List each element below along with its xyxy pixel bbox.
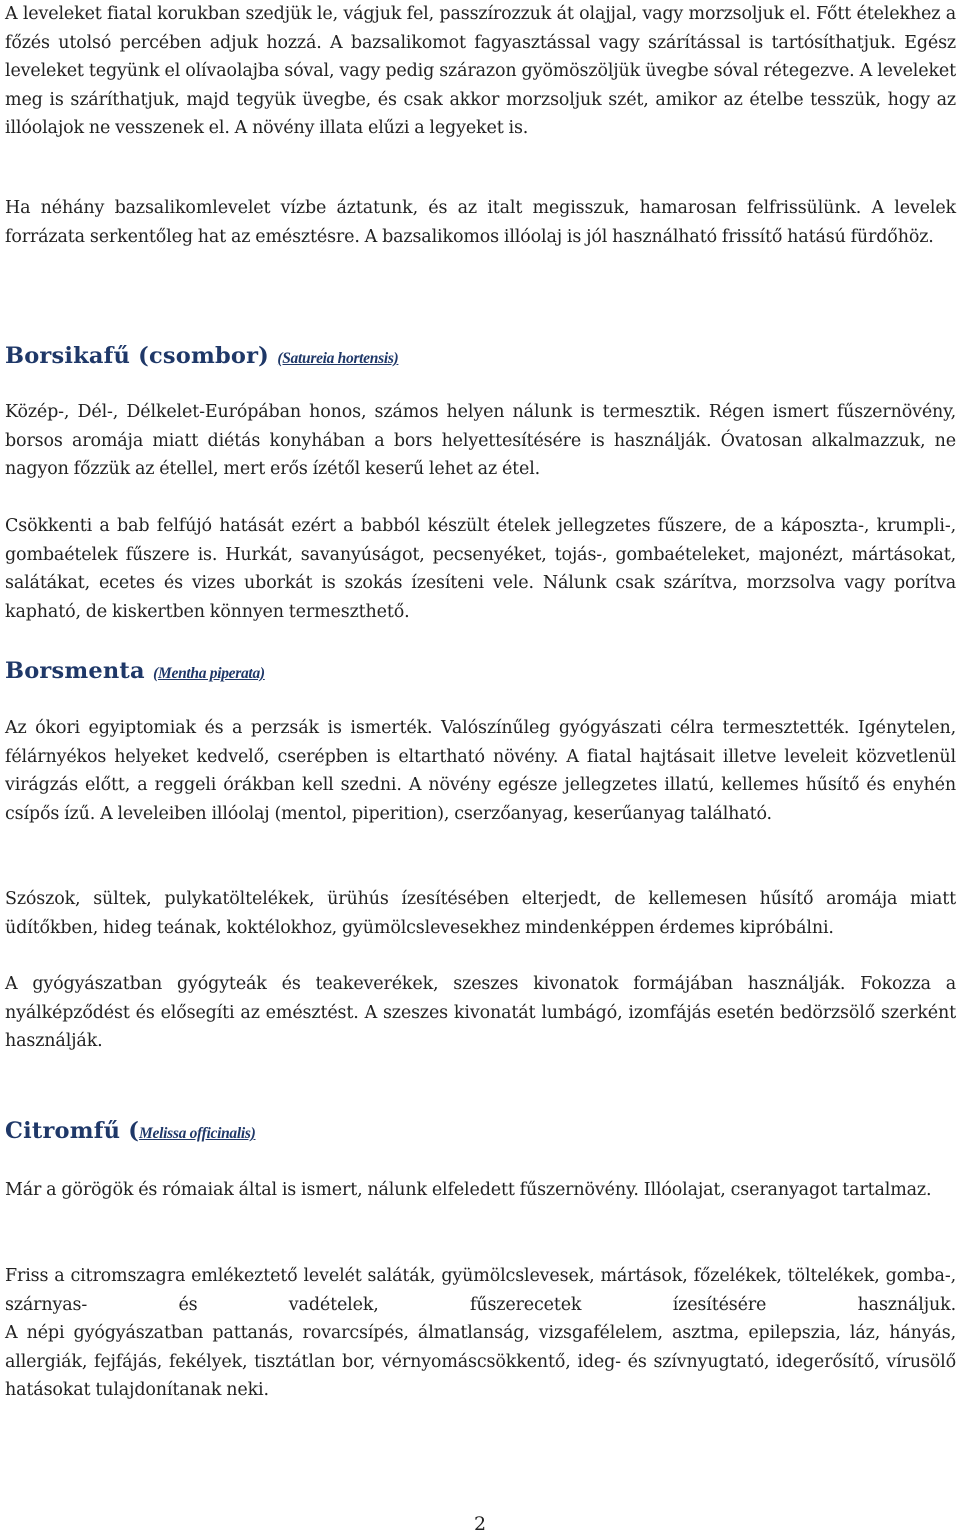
heading-borsmenta [5,654,956,690]
paragraph-basil-usage: A leveleket fiatal korukban szedjük le, vágjuk fel, passzírozzuk át olajjal, vagy morzsoljuk el. Főtt ételekhez a főzés utolsó percében adjuk hozzá. A bazsalikomot fagyasztással vagy szárítással is tartósíthatjuk. Egész leveleket tegyünk el olívaolajba sóval, vagy pedig szárazon gyömöszöljük üvegbe sóval rétegezve. A leveleket meg is száríthatjuk, majd tegyük üvegbe, és csak akkor morzsoljuk szét, amikor az ételbe tesszük, hogy az illóolajok ne vesszenek el. A növény illata elűzi a legyeket is. [5,4,956,138]
paragraph-basil-benefits: Ha néhány bazsalikomlevelet vízbe áztatunk, és az italt megisszuk, hamarosan felfrissülünk. A levelek forrázata serkentőleg hat az emésztésre. A bazsalikomos illóolaj is jól használható frissítő hatású fürdőhöz. [5,198,956,247]
paragraph-borsmenta-medicine: A gyógyászatban gyógyteák és teakeverékek, szeszes kivonatok formájában használják. Fokozza a nyálképződést és elősegíti az emésztést. A szeszes kivonatát lumbágó, izomfájás esetén bedörzsölő szerként használják. [5,974,956,1051]
paragraph-citromfu-usage: Friss a citromszagra emlékeztető levelét saláták, gyümölcslevesek, mártások, főzelékek, töltelékek, gomba-, szárnyas- és vadételek, fűszerecetek ízesítésére használjuk. [5,1266,956,1315]
paragraph-citromfu-origin: Már a görögök és rómaiak által is ismert, nálunk elfeledett fűszernövény. Illóolajat, cseranyagot tartalmaz. [5,1180,932,1200]
heading-citromfu [5,1114,956,1150]
paragraph-citromfu-folk-medicine: A népi gyógyászatban pattanás, rovarcsípés, álmatlanság, vizsgafélelem, asztma, epilepszia, láz, hányás, allergiák, fejfájás, fekélyek, tisztátlan bor, vérnyomáscsökkentő, ideg- és szívnyugtató, idegerősítő, vírusölő hatásokat tulajdonítanak neki. [5,1323,956,1400]
paragraph-borsikafu-origin: Közép-, Dél-, Délkelet-Európában honos, számos helyen nálunk is termesztik. Régen ismert fűszernövény, borsos aromája miatt diétás konyhában a bors helyettesítésére is használják. Óvatosan alkalmazzuk, ne nagyon főzzük az étellel, mert erős ízétől keserű lehet az étel. [5,402,956,479]
heading-borsikafu [5,339,956,375]
heading-title: Borsikafű (csombor) [5,343,270,369]
heading-title: Citromfű ( [5,1118,140,1144]
paragraph-borsmenta-origin: Az ókori egyiptomiak és a perzsák is ismerték. Valószínűleg gyógyászati célra termesztették. Igénytelen, félárnyékos helyeket kedvelő, cserépben is eltartható növény. A fiatal hajtásait illetve leveleit közvetlenül virágzás előtt, a reggeli órákban kell szedni. A növény egésze jellegzetes illatú, kellemes hűsítő és enyhén csípős ízű. A leveleiben illóolaj (mentol, piperition), cserzőanyag, keserűanyag található. [5,718,956,824]
page-number: 2 [473,1513,487,1535]
heading-title: Borsmenta [5,658,145,684]
paragraph-borsikafu-usage: Csökkenti a bab felfújó hatását ezért a babból készült ételek jellegzetes fűszere, de a káposzta-, krumpli-, gombaételek fűszere is. Hurkát, savanyúságot, pecsenyéket, tojás-, gombaételeket, majonézt, mártásokat, salátákat, ecetes és vizes uborkát is szokás ízesíteni vele. Nálunk csak szárítva, morzsolva vagy porítva kapható, de kiskertben könnyen termeszthető. [5,516,956,622]
scientific-name: Melissa officinalis) [139,1125,256,1142]
paragraph-borsmenta-usage: Szószok, sültek, pulykatöltelékek, ürühús ízesítésében elterjedt, de kellemesen hűsítő aromája miatt üdítőkben, hideg teának, koktélokhoz, gyümölcslevesekhez mindenképpen érdemes kipróbálni. [5,889,956,938]
scientific-name: (Satureia hortensis) [277,350,399,367]
scientific-name: (Mentha piperata) [153,665,265,682]
